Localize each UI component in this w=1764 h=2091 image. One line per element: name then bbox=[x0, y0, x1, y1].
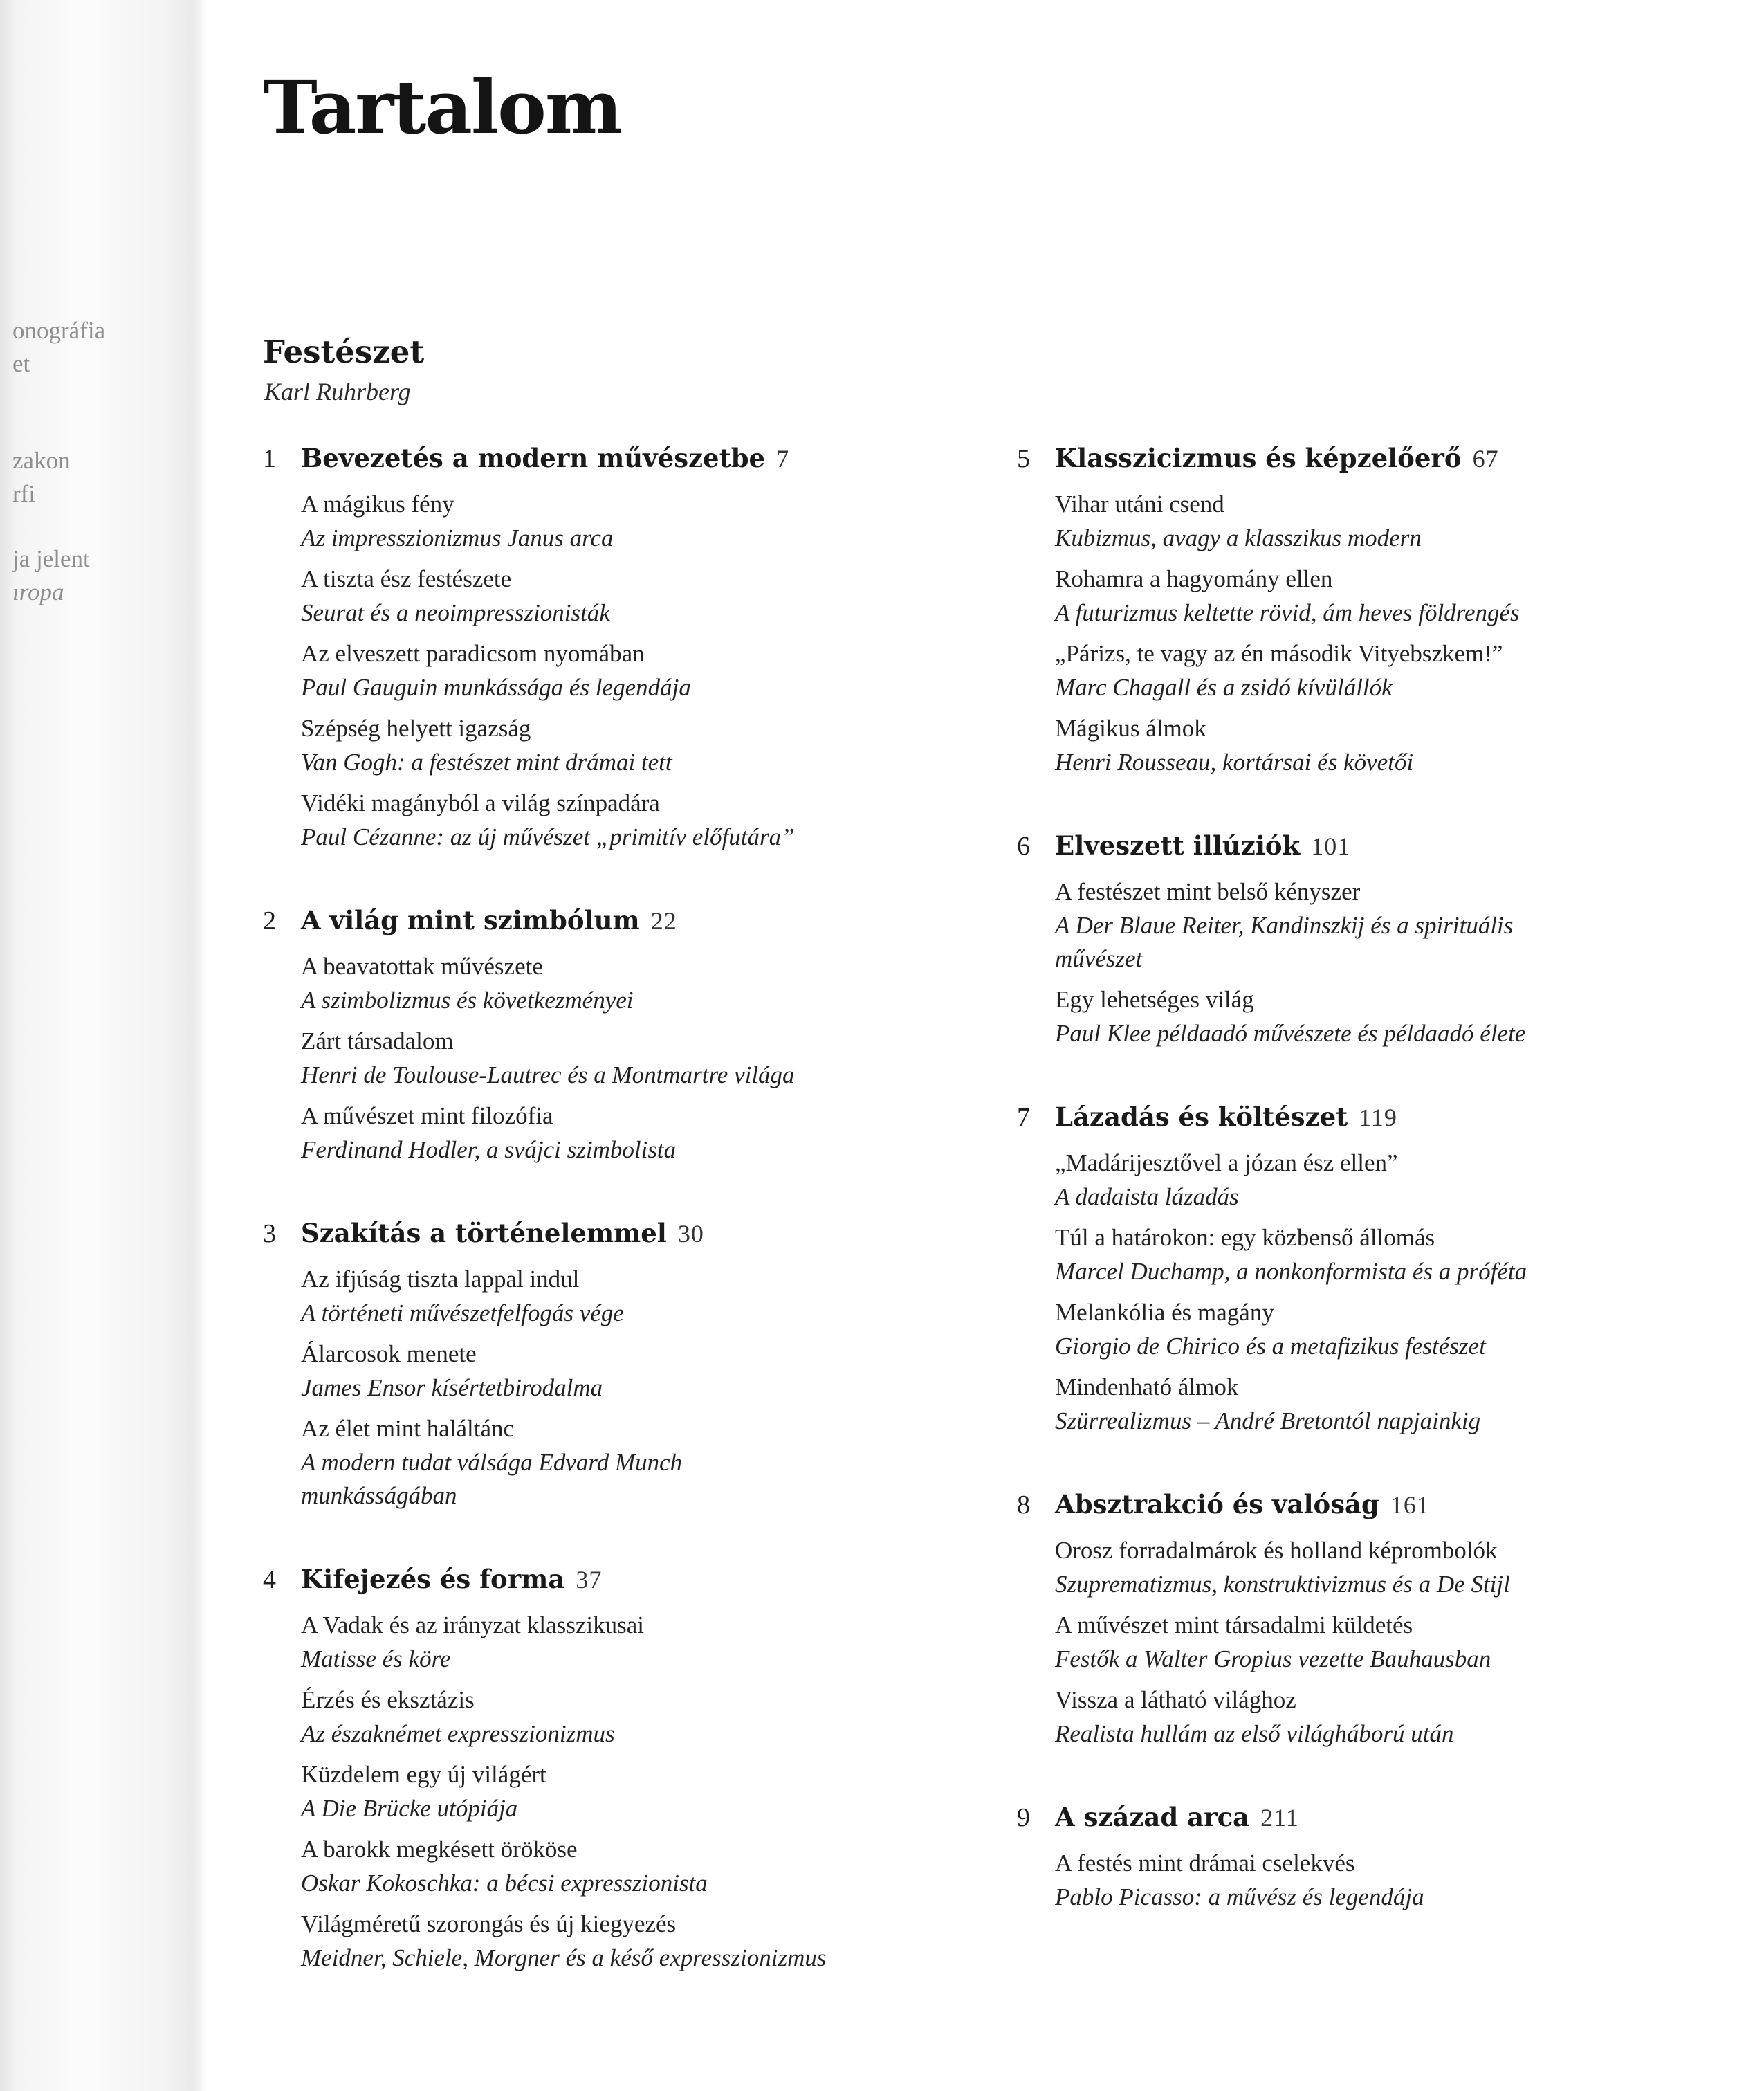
entry-title: Az elveszett paradicsom nyomában bbox=[301, 640, 645, 667]
toc-entry[interactable] bbox=[1055, 875, 1709, 976]
entry-subtitle: A szimbolizmus és következményei bbox=[301, 987, 634, 1014]
chapter-title: Kifejezés és forma bbox=[301, 1564, 565, 1594]
prev-page-line: zakon bbox=[12, 447, 71, 474]
entry-subtitle: Szuprematizmus, konstruktivizmus és a De Stijl bbox=[1055, 1571, 1510, 1598]
entry-subtitle: Giorgio de Chirico és a metafizikus festészet bbox=[1055, 1333, 1486, 1360]
section-author: Karl Ruhrberg bbox=[264, 378, 411, 405]
entry-subtitle: A történeti művészetfelfogás vége bbox=[301, 1299, 624, 1326]
entry-title: Orosz forradalmárok és holland képrombolók bbox=[1055, 1537, 1498, 1564]
entry-subtitle: Meidner, Schiele, Morgner és a késő expresszionizmus bbox=[301, 1944, 827, 1971]
entry-title: Az ifjúság tiszta lappal indul bbox=[301, 1266, 580, 1293]
entry-title: A művészet mint társadalmi küldetés bbox=[1055, 1611, 1413, 1638]
entry-title: Világméretű szorongás és új kiegyezés bbox=[301, 1910, 677, 1937]
toc-entry[interactable] bbox=[1055, 1846, 1709, 1914]
toc-entry[interactable] bbox=[301, 1412, 955, 1513]
entry-subtitle: Kubizmus, avagy a klasszikus modern bbox=[1055, 524, 1422, 551]
book-gutter bbox=[0, 0, 208, 2091]
entry-subtitle: A futurizmus keltette rövid, ám heves földrengés bbox=[1055, 599, 1520, 626]
chapter-number: 9 bbox=[1017, 1803, 1030, 1832]
entry-subtitle: Van Gogh: a festészet mint drámai tett bbox=[301, 749, 672, 776]
toc-entry[interactable] bbox=[301, 487, 955, 555]
chapter-number: 3 bbox=[263, 1219, 276, 1248]
chapter-page-number: 101 bbox=[1311, 832, 1351, 860]
entry-subtitle: Szürrealizmus – André Bretontól napjainkig bbox=[1055, 1407, 1481, 1434]
entry-title: A Vadak és az irányzat klasszikusai bbox=[301, 1611, 644, 1638]
toc-entry[interactable] bbox=[301, 1832, 955, 1900]
entry-subtitle: Pablo Picasso: a művész és legendája bbox=[1055, 1883, 1424, 1910]
entry-subtitle: Marc Chagall és a zsidó kívülállók bbox=[1055, 674, 1393, 701]
chapter-heading[interactable] bbox=[1017, 1102, 1709, 1139]
chapter-title: Elveszett illúziók bbox=[1055, 830, 1301, 861]
entry-subtitle: Ferdinand Hodler, a svájci szimbolista bbox=[301, 1136, 677, 1163]
entry-title: A beavatottak művészete bbox=[301, 953, 543, 980]
entry-subtitle: James Ensor kísértetbirodalma bbox=[301, 1374, 603, 1401]
entry-subtitle: Az impresszionizmus Janus arca bbox=[301, 524, 614, 551]
toc-chapter bbox=[263, 1564, 955, 1975]
entry-subtitle: Paul Klee példaadó művészete és példaadó élete bbox=[1055, 1020, 1526, 1047]
chapter-title: Klasszicizmus és képzelőerő bbox=[1055, 443, 1462, 473]
entry-title: A festészet mint belső kényszer bbox=[1055, 878, 1361, 905]
prev-page-line: rfi bbox=[12, 480, 36, 507]
toc-entry[interactable] bbox=[301, 1262, 955, 1330]
entry-title: A barokk megkésett örököse bbox=[301, 1836, 578, 1863]
prev-page-line: ja jelent bbox=[12, 545, 90, 572]
toc-chapter bbox=[1017, 1802, 1709, 1914]
entry-title: „Párizs, te vagy az én második Vityebszkem!” bbox=[1055, 640, 1503, 667]
chapter-number: 2 bbox=[263, 906, 276, 935]
entry-subtitle: Realista hullám az első világháború után bbox=[1055, 1720, 1454, 1747]
chapter-number: 8 bbox=[1017, 1490, 1030, 1519]
entry-subtitle: A Der Blaue Reiter, Kandinszkij és a spirituális művészet bbox=[1055, 912, 1514, 972]
toc-chapter bbox=[1017, 1489, 1709, 1751]
toc-entry[interactable] bbox=[1055, 1370, 1709, 1438]
prev-page-line: ıropa bbox=[12, 578, 64, 605]
toc-entry[interactable] bbox=[1055, 1533, 1709, 1601]
toc-entry[interactable] bbox=[1055, 487, 1709, 555]
chapter-title: Szakítás a történelemmel bbox=[301, 1218, 667, 1248]
toc-entry[interactable] bbox=[301, 711, 955, 779]
chapter-number: 4 bbox=[263, 1565, 276, 1594]
chapter-number: 5 bbox=[1017, 444, 1030, 473]
chapter-number: 1 bbox=[263, 444, 276, 473]
entry-subtitle: A modern tudat válsága Edvard Munch munkásságában bbox=[301, 1449, 683, 1509]
page-title: Tartalom bbox=[263, 64, 622, 150]
chapter-heading[interactable] bbox=[1017, 443, 1709, 480]
entry-subtitle: Az északnémet expresszionizmus bbox=[301, 1720, 615, 1747]
chapter-title: Lázadás és költészet bbox=[1055, 1102, 1348, 1132]
entry-title: Küzdelem egy új világért bbox=[301, 1761, 546, 1788]
chapter-page-number: 22 bbox=[650, 907, 677, 935]
toc-entry[interactable] bbox=[1055, 1295, 1709, 1363]
entry-subtitle: Matisse és köre bbox=[301, 1645, 451, 1672]
toc-entry[interactable] bbox=[301, 1337, 955, 1405]
entry-title: A művészet mint filozófia bbox=[301, 1102, 553, 1129]
chapter-page-number: 7 bbox=[776, 445, 790, 473]
toc-entry[interactable] bbox=[301, 1757, 955, 1825]
entry-title: Szépség helyett igazság bbox=[301, 715, 531, 742]
toc-entry[interactable] bbox=[301, 949, 955, 1017]
entry-title: Az élet mint haláltánc bbox=[301, 1415, 515, 1442]
entry-title: Mindenható álmok bbox=[1055, 1373, 1239, 1400]
toc-chapter bbox=[263, 1218, 955, 1513]
toc-entry[interactable] bbox=[1055, 983, 1709, 1050]
chapter-number: 7 bbox=[1017, 1103, 1030, 1132]
chapter-heading[interactable] bbox=[263, 443, 955, 480]
chapter-page-number: 211 bbox=[1260, 1804, 1299, 1832]
entry-subtitle: Seurat és a neoimpresszionisták bbox=[301, 599, 610, 626]
entry-title: Melankólia és magány bbox=[1055, 1299, 1274, 1326]
chapter-heading[interactable] bbox=[263, 1564, 955, 1601]
entry-subtitle: Oskar Kokoschka: a bécsi expresszionista bbox=[301, 1870, 708, 1897]
chapter-heading[interactable] bbox=[263, 1218, 955, 1255]
entry-title: A mágikus fény bbox=[301, 491, 454, 518]
toc-column-left bbox=[263, 443, 955, 2026]
entry-subtitle: Paul Gauguin munkássága és legendája bbox=[301, 674, 691, 701]
entry-subtitle: A Die Brücke utópiája bbox=[301, 1795, 518, 1822]
entry-subtitle: Marcel Duchamp, a nonkonformista és a próféta bbox=[1055, 1258, 1527, 1285]
toc-chapter bbox=[1017, 1102, 1709, 1438]
entry-title: A festés mint drámai cselekvés bbox=[1055, 1850, 1355, 1877]
toc-entry[interactable] bbox=[301, 562, 955, 630]
entry-title: Vissza a látható világhoz bbox=[1055, 1686, 1296, 1713]
chapter-heading[interactable] bbox=[263, 905, 955, 942]
chapter-heading[interactable] bbox=[1017, 1489, 1709, 1526]
toc-entry[interactable] bbox=[1055, 1683, 1709, 1751]
entry-subtitle: A dadaista lázadás bbox=[1055, 1183, 1239, 1210]
toc-entry[interactable] bbox=[1055, 1146, 1709, 1214]
toc-entry[interactable] bbox=[1055, 562, 1709, 630]
entry-title: Egy lehetséges világ bbox=[1055, 986, 1254, 1013]
chapter-heading[interactable] bbox=[1017, 830, 1709, 868]
toc-entry[interactable] bbox=[301, 1683, 955, 1751]
toc-chapter bbox=[263, 443, 955, 854]
toc-entry[interactable] bbox=[1055, 1608, 1709, 1676]
section-title: Festészet bbox=[263, 334, 425, 370]
chapter-heading[interactable] bbox=[1017, 1802, 1709, 1839]
chapter-page-number: 67 bbox=[1472, 445, 1499, 473]
prev-page-line: et bbox=[12, 350, 30, 377]
chapter-title: A világ mint szimbólum bbox=[301, 905, 640, 935]
entry-title: Mágikus álmok bbox=[1055, 715, 1206, 742]
toc-entry[interactable] bbox=[301, 637, 955, 704]
chapter-number: 6 bbox=[1017, 832, 1030, 861]
toc-chapter bbox=[1017, 830, 1709, 1050]
toc-entry[interactable] bbox=[301, 1907, 955, 1975]
entry-subtitle: Festők a Walter Gropius vezette Bauhausban bbox=[1055, 1645, 1491, 1672]
entry-subtitle: Paul Cézanne: az új művészet „primitív előfutára” bbox=[301, 823, 795, 850]
chapter-title: Absztrakció és valóság bbox=[1055, 1489, 1379, 1519]
chapter-page-number: 161 bbox=[1390, 1491, 1430, 1519]
entry-title: Vihar utáni csend bbox=[1055, 491, 1224, 518]
toc-chapter bbox=[263, 905, 955, 1167]
entry-title: Vidéki magányból a világ színpadára bbox=[301, 789, 660, 816]
toc-entry[interactable] bbox=[301, 1099, 955, 1167]
chapter-title: A század arca bbox=[1055, 1802, 1250, 1832]
entry-subtitle: Henri de Toulouse-Lautrec és a Montmartre világa bbox=[301, 1061, 795, 1088]
entry-title: Zárt társadalom bbox=[301, 1028, 454, 1054]
chapter-title: Bevezetés a modern művészetbe bbox=[301, 443, 766, 473]
toc-entry[interactable] bbox=[301, 1608, 955, 1676]
prev-page-line: onográfia bbox=[12, 317, 106, 344]
entry-title: Túl a határokon: egy közbenső állomás bbox=[1055, 1224, 1435, 1251]
entry-title: Álarcosok menete bbox=[301, 1340, 477, 1367]
toc-column-right bbox=[1017, 443, 1709, 1965]
entry-subtitle: Henri Rousseau, kortársai és követői bbox=[1055, 749, 1414, 776]
chapter-page-number: 119 bbox=[1359, 1104, 1397, 1131]
chapter-page-number: 37 bbox=[576, 1566, 603, 1594]
toc-chapter bbox=[1017, 443, 1709, 779]
toc-entry[interactable] bbox=[1055, 637, 1709, 704]
chapter-page-number: 30 bbox=[677, 1220, 704, 1248]
entry-title: „Madárijesztővel a józan ész ellen” bbox=[1055, 1149, 1398, 1176]
toc-entry[interactable] bbox=[1055, 711, 1709, 779]
entry-title: Érzés és eksztázis bbox=[301, 1686, 475, 1713]
toc-entry[interactable] bbox=[301, 1024, 955, 1092]
entry-title: A tiszta ész festészete bbox=[301, 565, 512, 592]
toc-entry[interactable] bbox=[301, 786, 955, 854]
toc-entry[interactable] bbox=[1055, 1221, 1709, 1288]
entry-title: Rohamra a hagyomány ellen bbox=[1055, 565, 1333, 592]
